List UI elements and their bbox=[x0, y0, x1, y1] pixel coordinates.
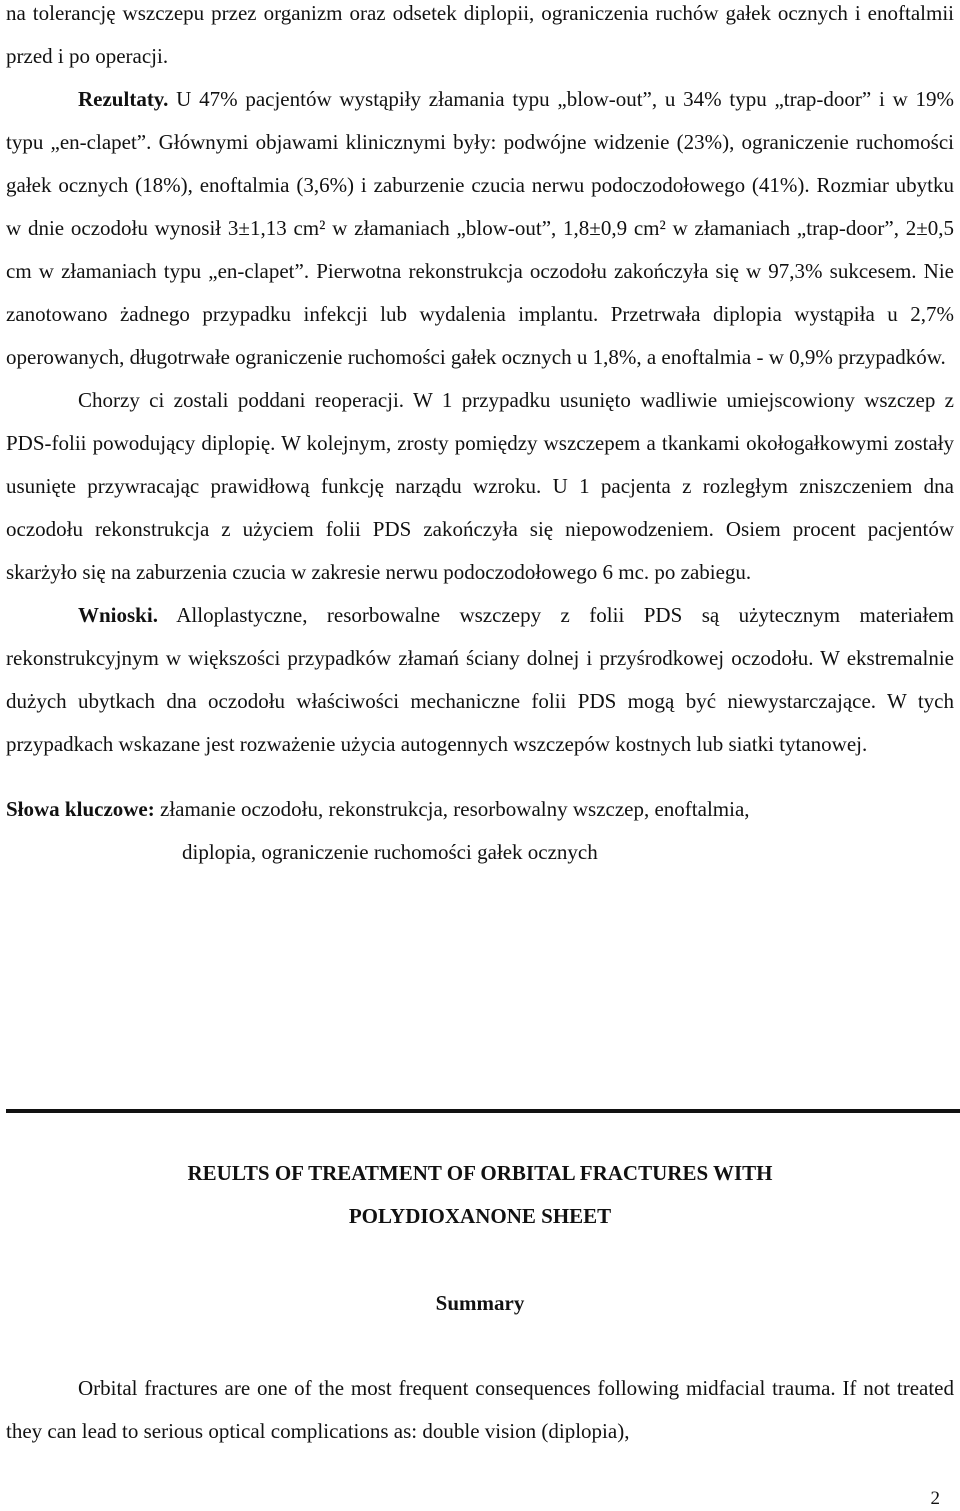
reoperation-paragraph: Chorzy ci zostali poddani reoperacji. W 1 przypadku usunięto wadliwie umiejscowiony wszczep z PDS-folii powodujący diplopię. W kolejnym, zrosty pomiędzy wszczepem a tkankami okołogałkowymi zostały usunięte przywracając prawidłową funkcję narządu wzroku. U 1 pacjenta z rozległym zniszczeniem dna oczodołu rekonstrukcja z użyciem folii PDS zakończyła się niepowodzeniem. Osiem procent pacjentów skarżyło się na zaburzenia czucia w zakresie nerwu podoczodołowego 6 mc. po zabiegu. bbox=[6, 388, 954, 584]
conclusions-text: Alloplastyczne, resorbowalne wszczepy z folii PDS są użytecznym materiałem rekonstrukcyjnym w większości przypadków złamań ściany dolnej i przyśrodkowej oczodołu. W ekstremalnie dużych ubytkach dna oczodołu właściwości mechaniczne folii PDS mogą być niewystarczające. W tych przypadkach wskazane jest rozważenie użycia autogennych wszczepów kostnych lub siatki tytanowej. bbox=[6, 603, 954, 756]
results-label: Rezultaty. bbox=[78, 87, 169, 111]
page-number: 2 bbox=[930, 1488, 940, 1509]
summary-paragraph: Orbital fractures are one of the most frequent consequences following midfacial trauma. If not treated they can lead to serious optical complications as: double vision (diplopia), bbox=[6, 1376, 954, 1443]
english-title bbox=[0, 1152, 960, 1238]
intro-fragment: na tolerancję wszczepu przez organizm oraz odsetek diplopii, ograniczenia ruchów gałek ocznych i enoftalmii przed i po operacji. bbox=[6, 1, 954, 68]
keywords-block bbox=[6, 788, 954, 874]
results-text: U 47% pacjentów wystąpiły złamania typu „blow-out”, u 34% typu „trap-door” i w 19% typu „en-clapet”. Głównymi objawami klinicznymi były: podwójne widzenie (23%), ograniczenie ruchomości gałek ocznych (18%), enoftalmia (3,6%) i zaburzenie czucia nerwu podoczodołowego (41%). Rozmiar ubytku w dnie oczodołu wynosił 3±1,13 cm² w złamaniach „blow-out”, 1,8±0,9 cm² w złamaniach „trap-door”, 2±0,5 cm w złamaniach typu „en-clapet”. Pierwotna rekonstrukcja oczodołu zakończyła się w 97,3% sukcesem. Nie zanotowano żadnego przypadku infekcji lub wydalenia implantu. Przetrwała diplopia wystąpiła u 2,7% operowanych, długotrwałe ograniczenie ruchomości gałek ocznych u 1,8%, a enoftalmia - w 0,9% przypadków. bbox=[6, 87, 954, 369]
summary-body bbox=[6, 1367, 954, 1453]
english-title-line-2: POLYDIOXANONE SHEET bbox=[348, 1204, 612, 1228]
document-page bbox=[6, 0, 954, 874]
english-title-line-1: REULTS OF TREATMENT OF ORBITAL FRACTURES WITH bbox=[187, 1161, 773, 1185]
summary-heading: Summary bbox=[435, 1291, 525, 1315]
section-divider bbox=[6, 1109, 960, 1113]
conclusions-paragraph bbox=[6, 594, 954, 766]
keywords-text-1: złamanie oczodołu, rekonstrukcja, resorbowalny wszczep, enoftalmia, bbox=[154, 797, 750, 821]
keywords-line-2: diplopia, ograniczenie ruchomości gałek ocznych bbox=[182, 840, 598, 864]
keywords-line-1 bbox=[6, 788, 954, 831]
conclusions-label: Wnioski. bbox=[78, 603, 158, 627]
keywords-label: Słowa kluczowe: bbox=[6, 797, 155, 821]
results-paragraph bbox=[6, 78, 954, 379]
